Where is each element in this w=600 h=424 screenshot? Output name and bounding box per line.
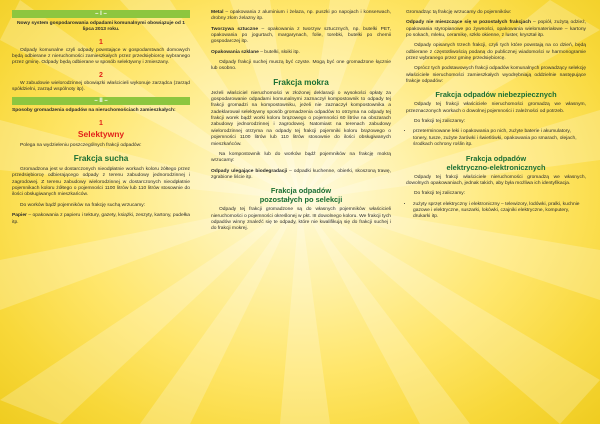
list-item: • przeterminowane leki i opakowania po nich, zużyte baterie i akumulatory, tonery, tusze, zużyte żarówki i świetlówki, opakowania po smarach, olejach, środkach ochrony roślin itp. <box>413 129 586 148</box>
paragraph-zaliczamy: Do frakcji tej zaliczamy: <box>414 119 466 125</box>
label-szklo: Opakowania szklane <box>211 49 259 55</box>
paragraph-multifamily: W zabudowie wielorodzinnej obowiązki właścicieli wykonuje zarządca (zarząd spółdzielni, zarząd wspólnoty itp). <box>12 80 190 93</box>
paragraph-mokra-intro: Na kompostownik lub do worków bądź pojemników na frakcję mokrą wrzucamy: <box>211 151 391 164</box>
paragraph-zaliczamy: Do frakcji tej zaliczamy: <box>414 191 466 197</box>
paragraph-sucha-intro: Do worków bądź pojemników na frakcję suchą wrzucamy: <box>20 202 146 208</box>
point-number: 2 <box>99 71 103 79</box>
column-2 <box>211 10 391 237</box>
paragraph-intro: Gromadząc tą frakcję wrzucamy do pojemników: <box>406 10 512 15</box>
paragraph-oprocz: Oprócz tych podstawowych frakcji odpadów komunalnych prowadzący selekcję właściciele nieruchomości zamieszkałych wyodrębniają oddzielnie następujące frakcje odpadów: <box>406 66 586 85</box>
heading-niebezpieczne: Frakcja odpadów niebezpiecznych <box>435 90 557 100</box>
point-number: 1 <box>99 119 103 127</box>
label-papier: Papier <box>12 213 27 219</box>
column-1 <box>12 10 190 230</box>
list-item: • zużyty sprzęt elektryczny i elektroniczny – telewizory, lodówki, pralki, kuchnie gazowe i elektryczne, suszarki, lokówki, czajniki elektryczne, komputery, drukarki itp. <box>413 202 586 221</box>
paragraph-sucha: Gromadzona jest w dostarczonych nieodpłatnie workach koloru żółtego przez przedsiębiorcę odbierającego odpady z terenu zabudowy jednorodzinnej i zagrodowej. Z terenu zabudowy wielorodzinnej w dostarczonych nieodpłatnie pojemnikach koloru żółtego o pojemności 1100 litrów lub 110 litrów stosownie do ilości obsługiwanych mieszkańców. <box>12 167 190 198</box>
list-elektro <box>406 202 586 221</box>
paragraph-papier: Papier – opakowania z papieru i tektury, gazety, książki, zeszyty, kartony, pudełka itp. <box>12 213 190 225</box>
heading-selektywny: Selektywny <box>77 128 125 139</box>
paragraph-szklo: Opakowania szklane – butelki, słoiki itp. <box>211 49 300 55</box>
label-bio: Odpady ulegające biodegradacji <box>211 168 288 174</box>
column-3 <box>406 10 586 224</box>
heading-frakcja-pozostalych: Frakcja odpadów pozostałych po selekcji <box>259 186 343 205</box>
label-metal: Metal <box>211 10 224 15</box>
heading-frakcja-sucha: Frakcja sucha <box>73 154 129 164</box>
paragraph-suche-note: Odpady frakcji suchej muszą być czyste. Mogą być one gromadzone łącznie lub osobno. <box>211 60 391 72</box>
list-niebezpieczne <box>406 129 586 148</box>
paragraph-niebezpieczne: Odpady tej frakcji właściciele nieruchomości gromadzą we własnym, przeznaczonych workach o dowolnej pojemności i zależności od potrzeb. <box>406 102 586 114</box>
section-2-intro: Sposoby gromadzenia odpadów na nieruchomościach zamieszkałych: <box>12 108 176 114</box>
section-2-header: – II – <box>12 97 190 105</box>
heading-elektro: Frakcja odpadów elektryczno-elektronicznych <box>446 153 546 172</box>
intro-statement: Nowy system gospodarowania odpadami komunalnymi obowiązuje od 1 lipca 2013 roku. <box>17 21 185 33</box>
label-tworzywa: Tworzywa sztuczne <box>211 26 259 32</box>
point-number: 1 <box>99 38 103 46</box>
paragraph-pozostale: Odpady nie mieszczące się w pozostałych frakcjach – popiół, zużytą odzież, opakowania styropianowe po żywności, opakowania wielomateriałowe – kartony po sokach, mleku, ceramikę, szkło okienne, z luster, kryształ itp. <box>406 20 586 39</box>
paragraph-metal: Metal – opakowania z aluminium i żelaza, np. puszki po napojach i konserwach, drobny złom żelazny itp. <box>211 10 391 22</box>
paragraph-selektywny: Polega na wydzieleniu poszczególnych frakcji odpadów: <box>20 142 142 148</box>
paragraph-bio: Odpady ulegające biodegradacji – odpadki kuchenne, obierki, skoszoną trawę, zgrabione liście itp. <box>211 168 391 180</box>
section-1-header: – I – <box>12 10 190 18</box>
label-pozostale: Odpady nie mieszczące się w pozostałych frakcjach <box>406 20 531 26</box>
heading-frakcja-mokra: Frakcja mokra <box>273 77 329 87</box>
paragraph-municipal-waste: Odpady komunalne czyli odpady powstające w gospodarstwach domowych będą odbierane z nieruchomości zamieszkałych przez przedsiębiorcę wybranego przez gminę. Odpady będą odbierane w sposób selektywny i zmieszany. <box>12 47 190 66</box>
paragraph-elektro: Odpady tej frakcji właściciele nieruchomości gromadzą we własnych, dowolnych opakowaniach, jednak takich, aby była możliwa ich identyfikacja. <box>406 174 586 186</box>
paragraph-odbior: Odpady opisanych trzech frakcji, czyli tych które powstają na co dzień, będą odbierane z częstotliwością podaną do publicznej wiadomości w harmonogramie przez wybranego przez gminę przedsiębiorcę. <box>406 43 586 62</box>
paragraph-pozostale: Odpady tej frakcji gromadzone są do własnych pojemników właścicieli nieruchomości o pojemności określonej w pkt. III dowolnego koloru. We frakcji tych odpadów winny znaleźć się te odpady, które nie kwalifikują się do frakcji suchej i do frakcji mokrej. <box>211 207 391 232</box>
paragraph-mokra: Jeżeli właściciel nieruchomości w złożonej deklaracji o wysokości opłaty za gospodarowanie odpadami komunalnymi zaznaczył kompostownik to odpady tej frakcji gromadzi na kompostowniku, jeżeli nie zaznaczył kompostownika a zadeklarował selektywny sposób gromadzenia odpadów to otrzyma na odpady tej frakcji worek bądź worki koloru brązowego o pojemności 60 litrów na obszarach zabudowy jednorodzinnej i zagrodowej. Natomiast na terenach zabudowy wielorodzinnej otrzyma na odpady tej frakcji pojemniki koloru brązowego o pojemności 1100 litrów lub 110 litrów stosownie do ilości obsługiwanych mieszkańców. <box>211 90 391 147</box>
paragraph-tworzywa: Tworzywa sztuczne – opakowania z tworzyw sztucznych, np. butelki PET, opakowania po jogurtach, margarynach, folie, torebki, butelki po chemii gospodarczej itp. <box>211 26 391 45</box>
